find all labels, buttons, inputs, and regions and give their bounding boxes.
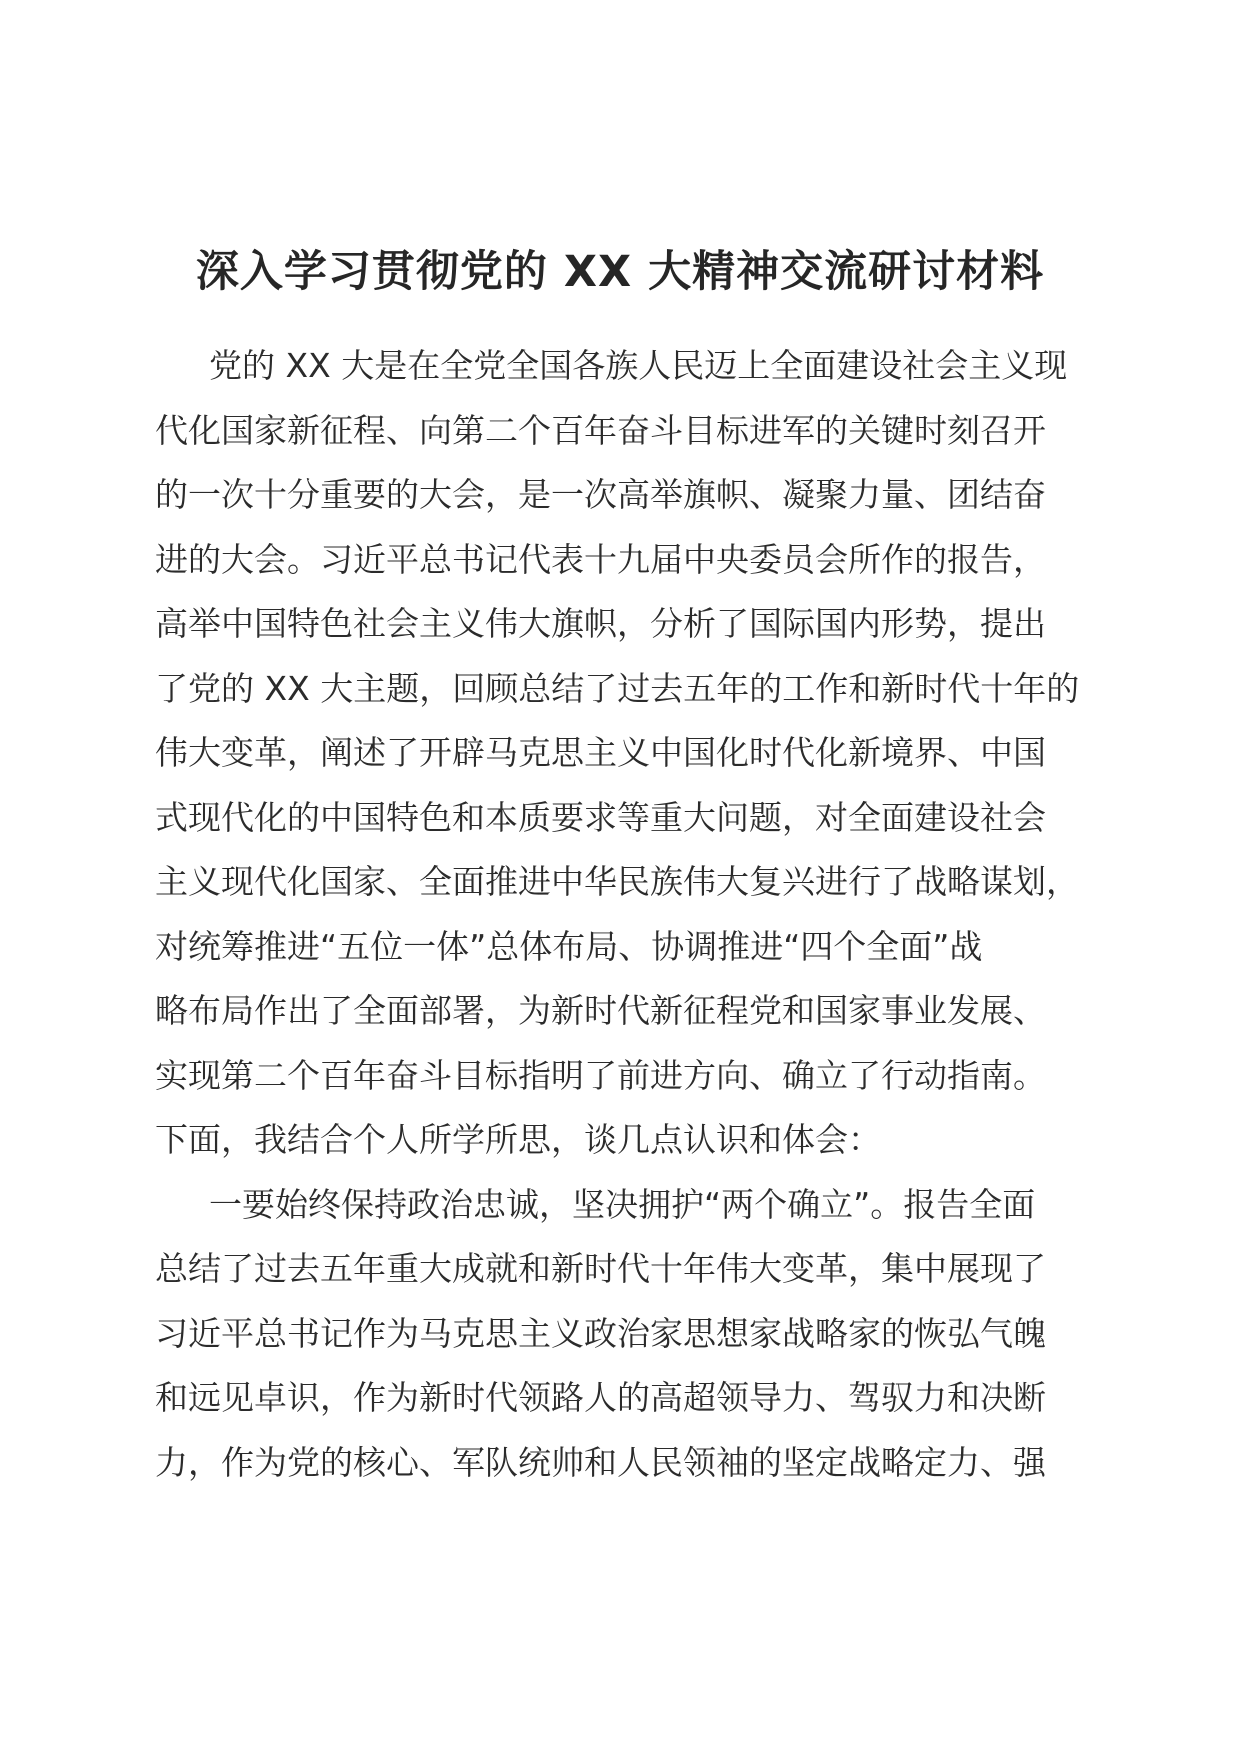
paragraph-2-line-1: 一要始终保持政治忠诚，坚决拥护“两个确立”。报告全面 [209,1185,1036,1224]
paragraph-1-line-9: 主义现代化国家、全面推进中华民族伟大复兴进行了战略谋划， [155,862,1079,901]
paragraph-1-line-4: 进的大会。习近平总书记代表十九届中央委员会所作的报告， [155,540,1046,579]
paragraph-2-line-4: 和远见卓识，作为新时代领路人的高超领导力、驾驭力和决断 [155,1378,1046,1417]
document-title: 深入学习贯彻党的 XX 大精神交流研讨材料 [195,247,1045,297]
paragraph-2-line-2: 总结了过去五年重大成就和新时代十年伟大变革，集中展现了 [155,1249,1046,1288]
paragraph-1-line-3: 的一次十分重要的大会，是一次高举旗帜、凝聚力量、团结奋 [155,475,1046,514]
paragraph-1-line-5: 高举中国特色社会主义伟大旗帜，分析了国际国内形势，提出 [155,604,1046,643]
paragraph-1-line-1: 党的 XX 大是在全党全国各族人民迈上全面建设社会主义现 [209,346,1068,385]
paragraph-1-line-6: 了党的 XX 大主题，回顾总结了过去五年的工作和新时代十年的 [155,669,1080,708]
paragraph-1-line-10: 对统筹推进“五位一体”总体布局、协调推进“四个全面”战 [155,927,983,966]
paragraph-1-line-7: 伟大变革，阐述了开辟马克思主义中国化时代化新境界、中国 [155,733,1046,772]
paragraph-1-line-2: 代化国家新征程、向第二个百年奋斗目标进军的关键时刻召开 [155,411,1046,450]
paragraph-1-line-12: 实现第二个百年奋斗目标指明了前进方向、确立了行动指南。 [155,1056,1046,1095]
paragraph-2-line-5: 力，作为党的核心、军队统帅和人民领袖的坚定战略定力、强 [155,1443,1046,1482]
paragraph-1-line-8: 式现代化的中国特色和本质要求等重大问题，对全面建设社会 [155,798,1046,837]
paragraph-1-line-13: 下面，我结合个人所学所思，谈几点认识和体会： [155,1120,881,1159]
paragraph-2-line-3: 习近平总书记作为马克思主义政治家思想家战略家的恢弘气魄 [155,1314,1046,1353]
paragraph-1-line-11: 略布局作出了全面部署，为新时代新征程党和国家事业发展、 [155,991,1046,1030]
